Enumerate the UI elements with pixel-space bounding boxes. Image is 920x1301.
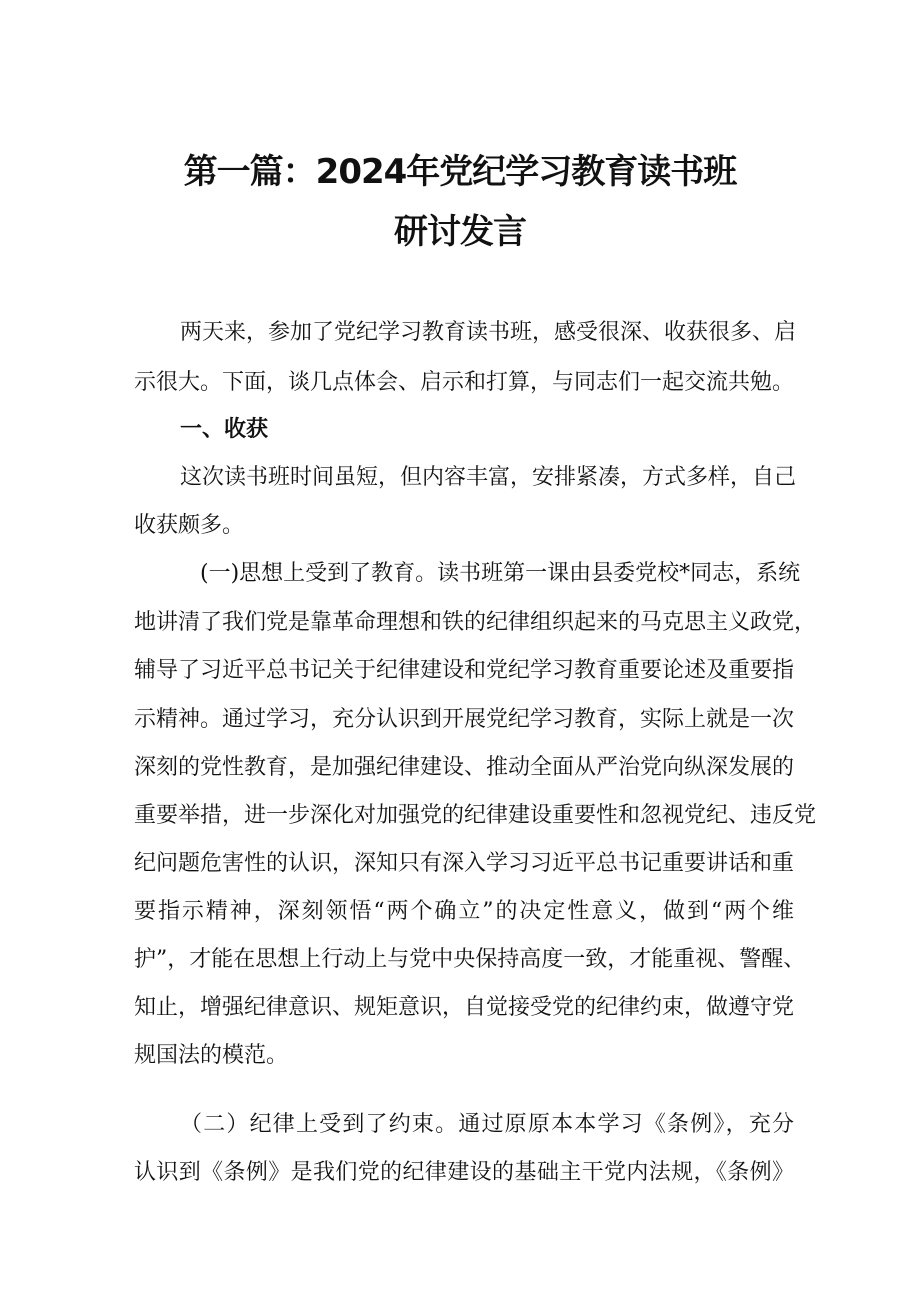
document-title-line-1: 第一篇：2024年党纪学习教育读书班 [183,152,737,192]
point1-line-9: 护”，才能在思想上行动上与党中央保持高度一致，才能重视、警醒、 [134,947,806,972]
point1-line-2: 地讲清了我们党是靠革命理想和铁的纪律组织起来的马克思主义政党， [134,610,817,635]
document-title-line-2: 研讨发言 [394,212,526,252]
point1-line-6: 重要举措，进一步深化对加强党的纪律建设重要性和忽视党纪、违反党 [134,803,817,828]
point1-line-1: (一)思想上受到了教育。读书班第一课由县委党校*同志，系统 [200,561,801,586]
point1-line-5: 深刻的党性教育，是加强纪律建设、推动全面从严治党向纵深发展的 [134,755,795,780]
section1-intro-line-1: 这次读书班时间虽短，但内容丰富，安排紧凑，方式多样，自己 [180,465,797,490]
point2-line-1: （二）纪律上受到了约束。通过原原本本学习《条例》，充分 [180,1112,794,1137]
point1-line-7: 纪问题危害性的认识，深知只有深入学习习近平总书记重要讲话和重 [134,851,795,876]
point1-line-8: 要指示精神，深刻领悟“两个确立”的决定性意义，做到“两个维 [134,899,794,924]
point1-line-4: 示精神。通过学习，充分认识到开展党纪学习教育，实际上就是一次 [134,707,795,732]
section1-intro-line-2: 收获颇多。 [134,513,245,538]
point1-line-3: 辅导了习近平总书记关于纪律建设和党纪学习教育重要论述及重要指 [134,658,795,683]
intro-line-1: 两天来，参加了党纪学习教育读书班，感受很深、收获很多、启 [180,320,797,345]
point2-line-2: 认识到《条例》是我们党的纪律建设的基础主干党内法规，《条例》 [134,1160,794,1185]
point1-line-10: 知止，增强纪律意识、规矩意识，自觉接受党的纪律约束，做遵守党 [134,995,795,1020]
intro-line-2: 示很大。下面，谈几点体会、启示和打算，与同志们一起交流共勉。 [134,370,795,395]
section-heading-harvest: 一、收获 [180,417,269,442]
point1-line-11: 规国法的模范。 [134,1043,289,1068]
